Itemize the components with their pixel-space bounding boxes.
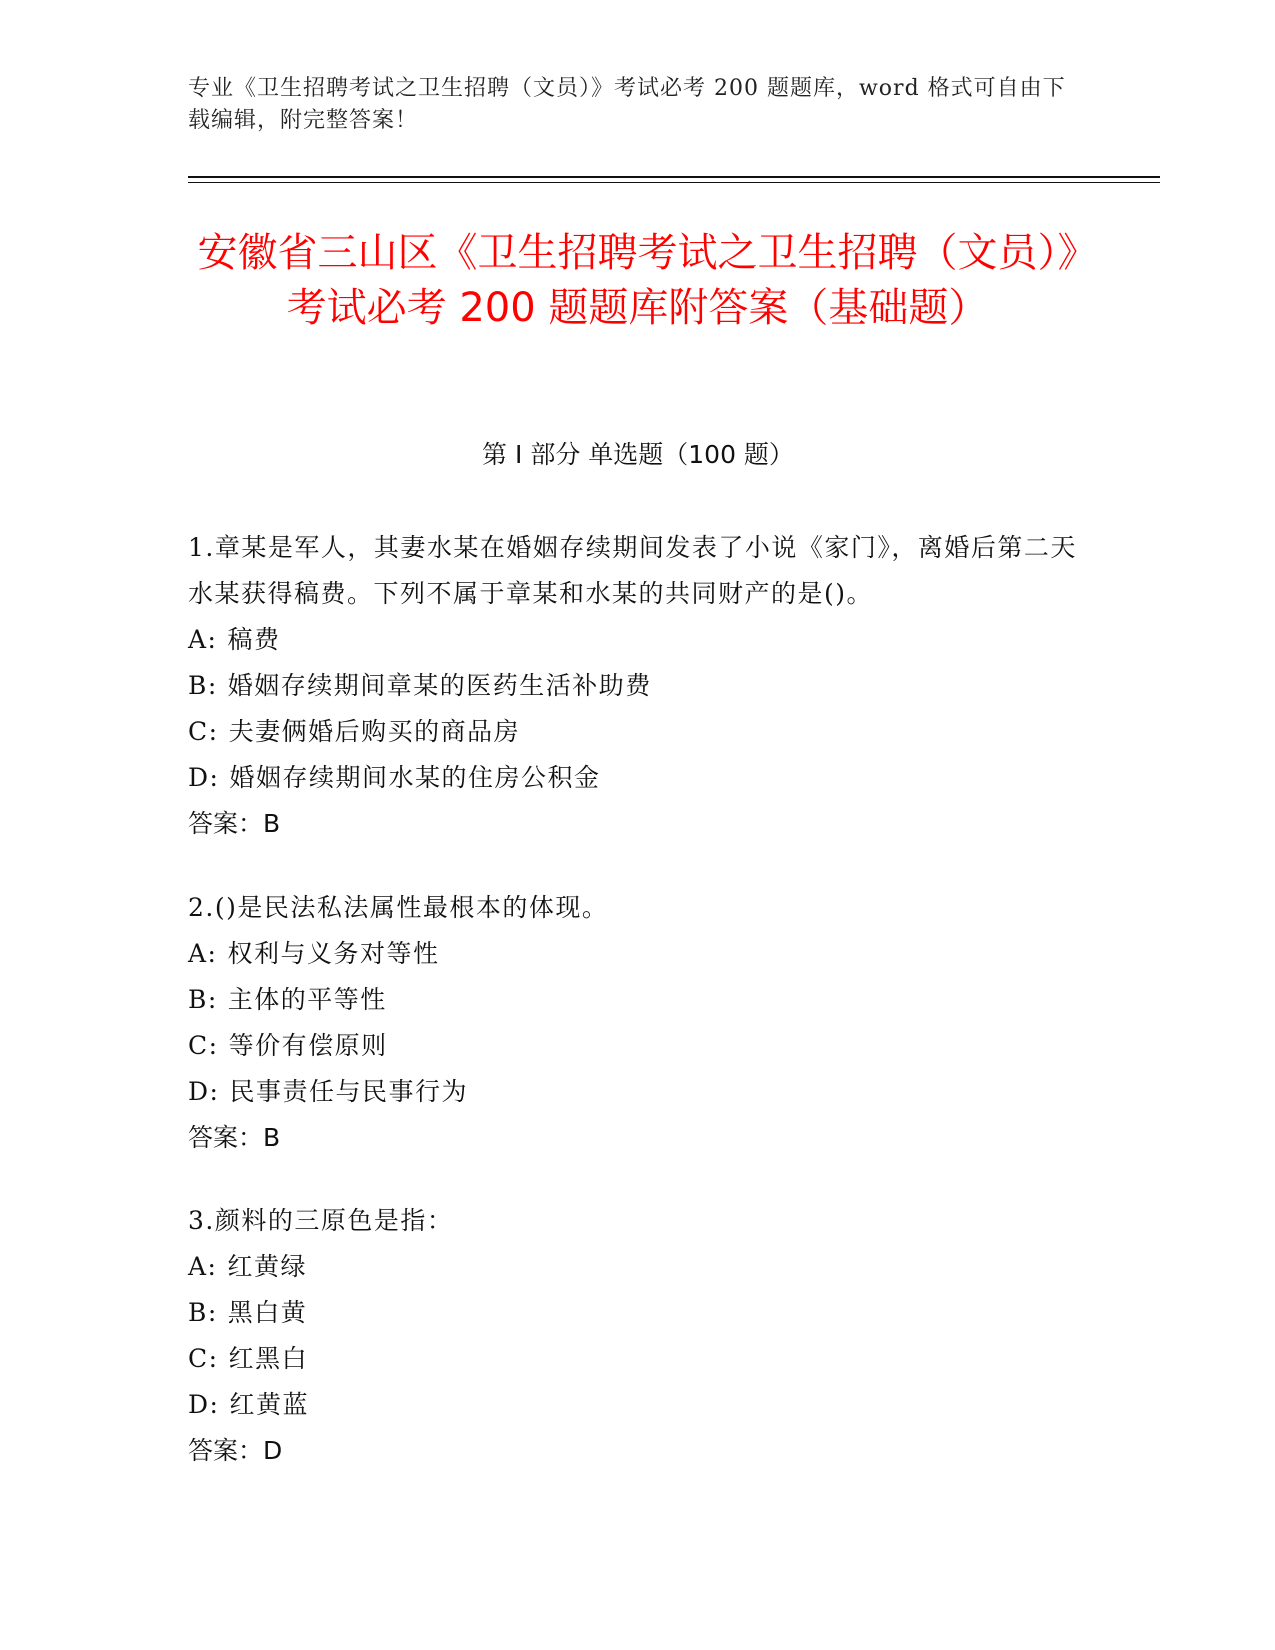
option-text: 民事责任与民事行为 [229, 1077, 468, 1106]
section-heading: 第 I 部分 单选题（100 题） [482, 440, 794, 469]
question-3 [188, 1198, 1088, 1474]
option-text: 主体的平等性 [227, 985, 387, 1014]
question-stem: 2.()是民法私法属性最根本的体现。 [188, 893, 609, 922]
header-rule-thin [188, 182, 1160, 183]
option-text: 红黄绿 [227, 1252, 307, 1281]
option-d [188, 755, 1088, 801]
header-note: 专业《卫生招聘考试之卫生招聘（文员）》考试必考 200 题题库，word 格式可自由下载编辑，附完整答案！ [188, 76, 1066, 133]
option-d [188, 1382, 1088, 1428]
option-text: 夫妻俩婚后购买的商品房 [228, 717, 521, 746]
option-label: C: [188, 1344, 219, 1373]
option-label: B: [188, 671, 218, 700]
option-a [188, 617, 1088, 663]
option-text: 稿费 [227, 625, 281, 654]
option-b [188, 977, 1088, 1023]
option-label: A: [188, 625, 218, 654]
option-text: 红黑白 [228, 1344, 309, 1373]
question-1 [188, 525, 1088, 847]
option-label: D: [188, 763, 220, 792]
option-text: 红黄蓝 [229, 1390, 309, 1419]
question-stem: 3.颜料的三原色是指： [188, 1206, 454, 1235]
option-b [188, 663, 1088, 709]
option-label: B: [188, 985, 218, 1014]
option-label: A: [188, 1252, 218, 1281]
option-text: 等价有偿原则 [228, 1031, 388, 1060]
option-c [188, 709, 1088, 755]
option-d [188, 1069, 1088, 1115]
option-label: C: [188, 1031, 219, 1060]
document-title: 安徽省三山区《卫生招聘考试之卫生招聘（文员）》考试必考 200 题题库附答案（基础题） [197, 230, 1078, 331]
option-label: D: [188, 1077, 220, 1106]
option-c [188, 1336, 1088, 1382]
option-text: 权利与义务对等性 [227, 939, 440, 968]
option-label: B: [188, 1298, 218, 1327]
option-c [188, 1023, 1088, 1069]
question-2 [188, 885, 1088, 1161]
option-label: D: [188, 1390, 220, 1419]
option-label: A: [188, 939, 218, 968]
question-stem: 1.章某是军人，其妻水某在婚姻存续期间发表了小说《家门》，离婚后第二天水某获得稿费。下列不属于章某和水某的共同财产的是()。 [188, 533, 1077, 608]
option-label: C: [188, 717, 219, 746]
option-a [188, 1244, 1088, 1290]
option-text: 黑白黄 [227, 1298, 308, 1327]
option-text: 婚姻存续期间水某的住房公积金 [229, 763, 601, 792]
option-a [188, 931, 1088, 977]
header-rule-thick [188, 176, 1160, 178]
question-answer: 答案：D [188, 1436, 283, 1465]
question-answer: 答案：B [188, 1123, 281, 1152]
option-text: 婚姻存续期间章某的医药生活补助费 [227, 671, 652, 700]
option-b [188, 1290, 1088, 1336]
question-answer: 答案：B [188, 809, 281, 838]
